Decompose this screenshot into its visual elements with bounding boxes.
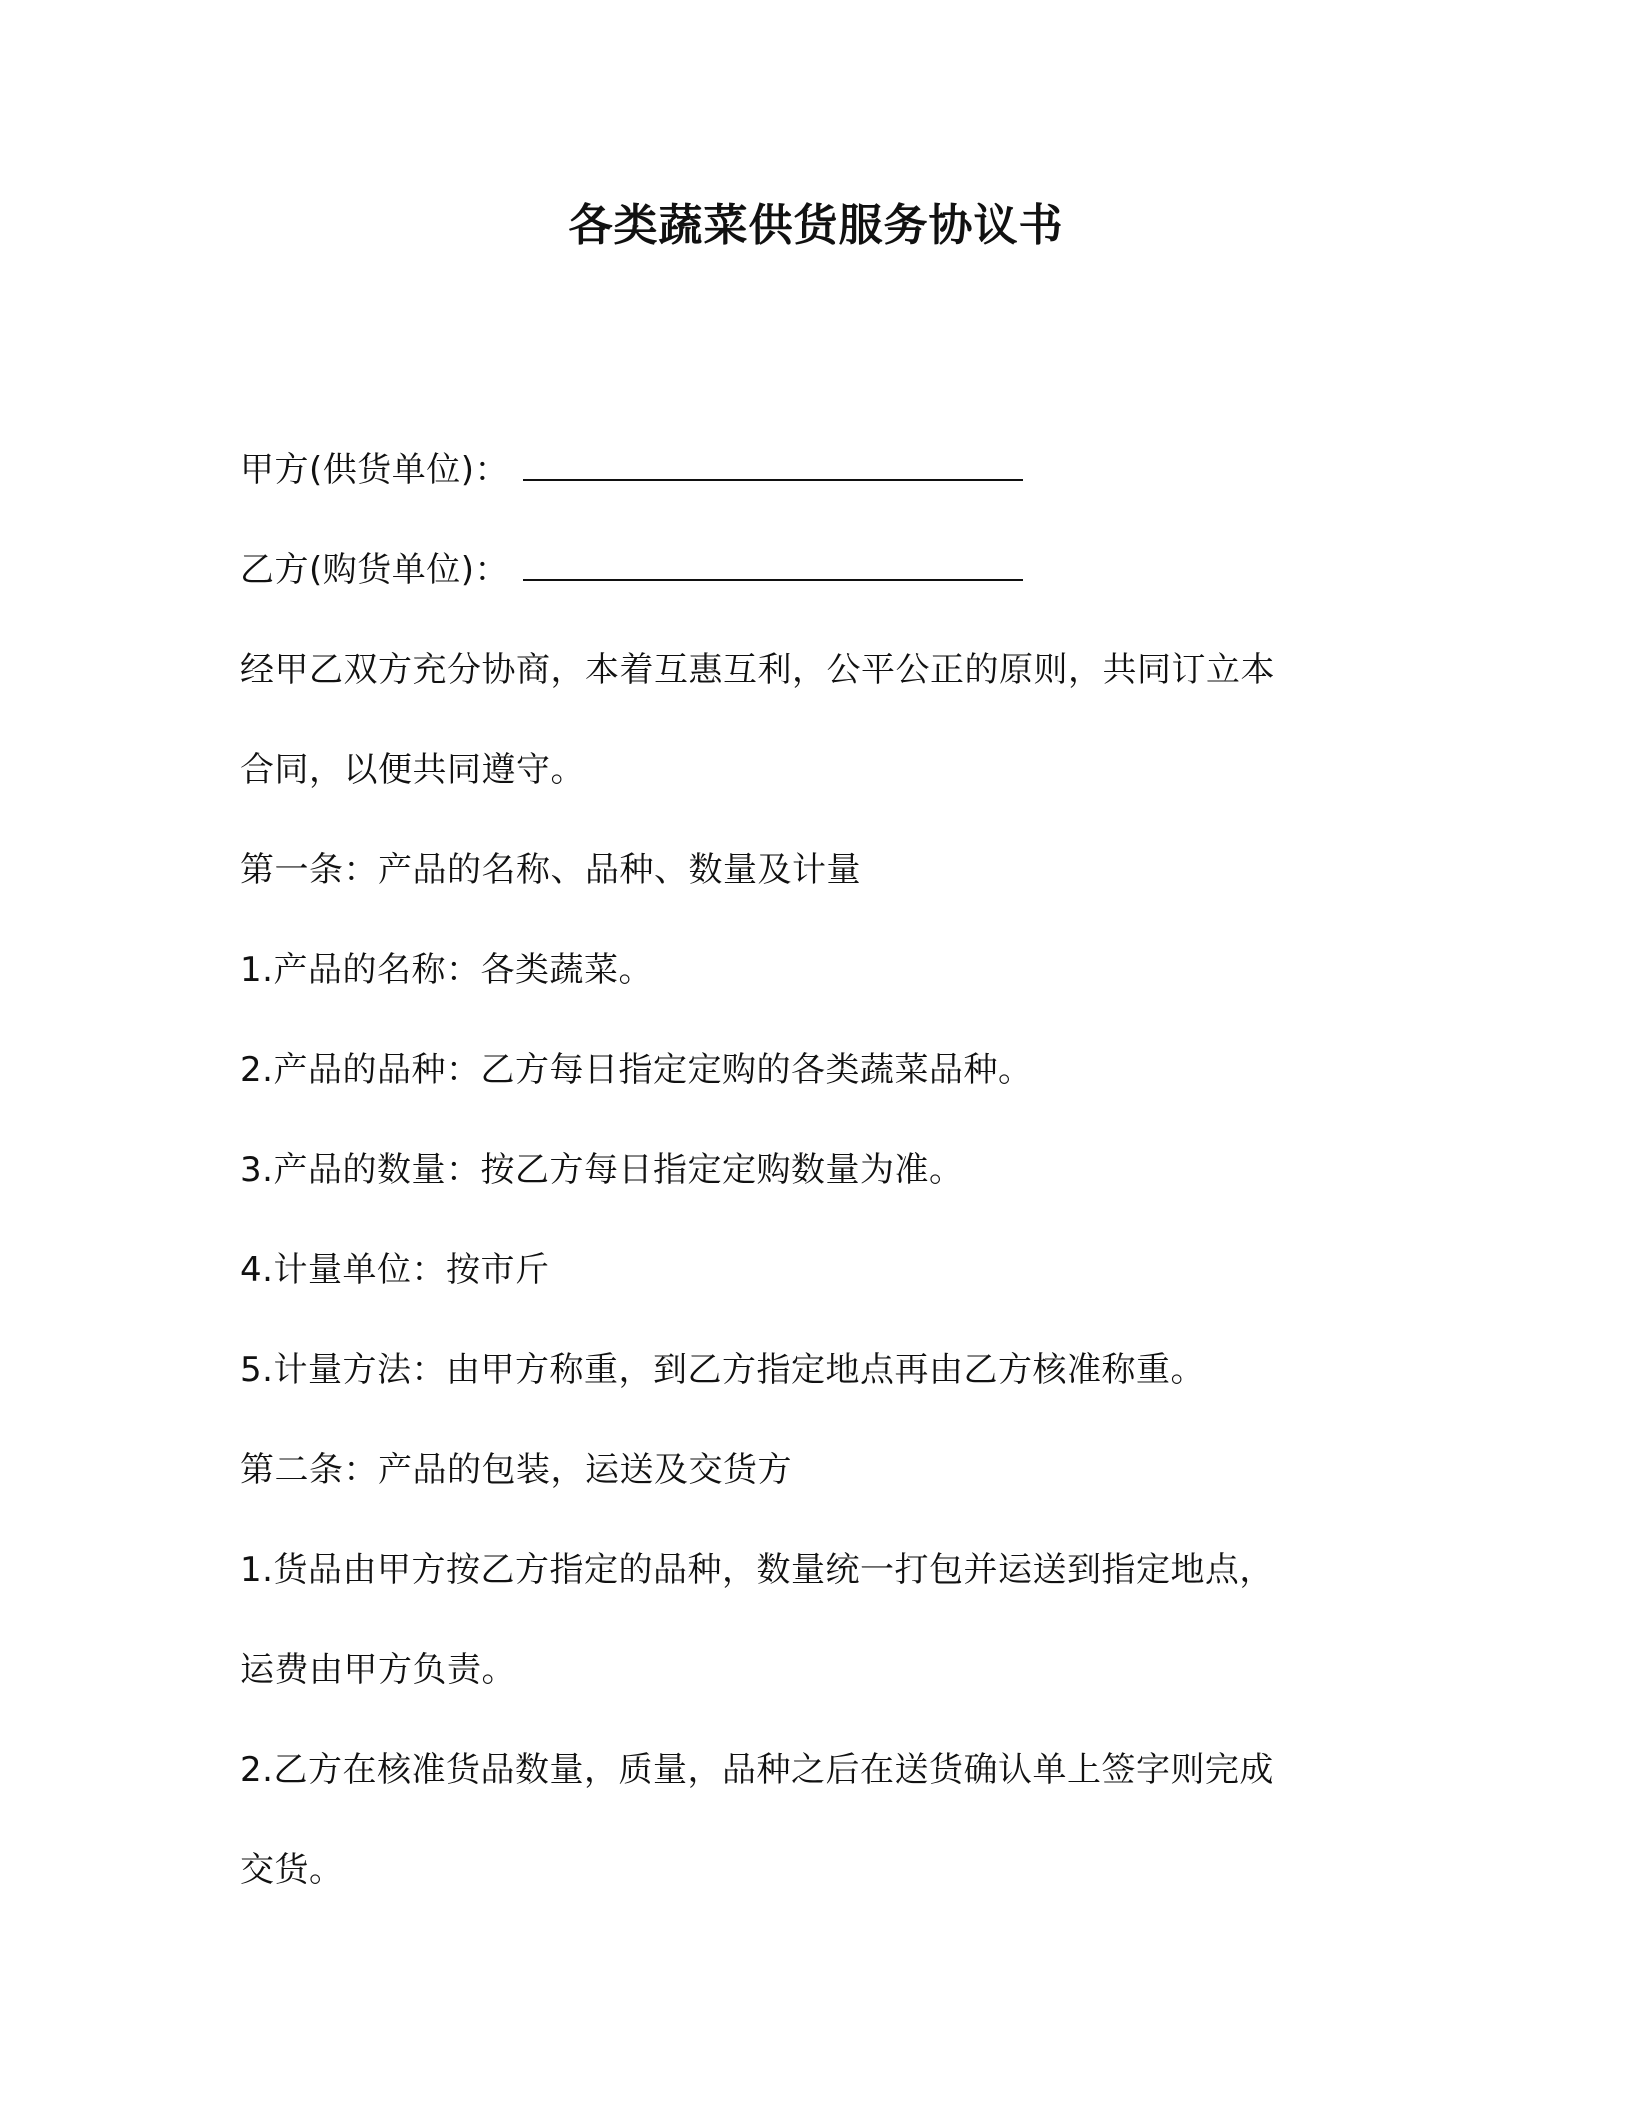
article-2-item-1-line-1: 1.货品由甲方按乙方指定的品种，数量统一打包并运送到指定地点， bbox=[240, 1550, 1274, 1590]
article-2-item-1-line-2: 运费由甲方负责。 bbox=[240, 1650, 516, 1690]
party-b-line bbox=[240, 520, 1400, 620]
party-b-blank-field[interactable] bbox=[523, 549, 1023, 581]
article-1-item-2: 2.产品的品种：乙方每日指定定购的各类蔬菜品种。 bbox=[240, 1050, 1033, 1090]
preamble-line-2: 合同，以便共同遵守。 bbox=[240, 750, 585, 790]
article-1-heading: 第一条：产品的名称、品种、数量及计量 bbox=[240, 850, 861, 890]
party-a-line bbox=[240, 420, 1400, 520]
party-a-blank-field[interactable] bbox=[523, 449, 1023, 481]
article-1-item-4: 4.计量单位：按市斤 bbox=[240, 1250, 550, 1290]
document-title: 各类蔬菜供货服务协议书 bbox=[568, 200, 1064, 251]
article-2-item-2-line-2: 交货。 bbox=[240, 1850, 344, 1890]
article-1-item-5: 5.计量方法：由甲方称重，到乙方指定地点再由乙方核准称重。 bbox=[240, 1350, 1205, 1390]
document-body bbox=[240, 420, 1400, 1920]
article-1-item-3: 3.产品的数量：按乙方每日指定定购数量为准。 bbox=[240, 1150, 964, 1190]
preamble-line-1: 经甲乙双方充分协商，本着互惠互利，公平公正的原则，共同订立本 bbox=[240, 650, 1275, 690]
party-b-label: 乙方(购货单位)： bbox=[240, 550, 510, 590]
article-2-heading: 第二条：产品的包装，运送及交货方 bbox=[240, 1450, 792, 1490]
article-1-item-1: 1.产品的名称：各类蔬菜。 bbox=[240, 950, 653, 990]
article-2-item-2-line-1: 2.乙方在核准货品数量，质量，品种之后在送货确认单上签字则完成 bbox=[240, 1750, 1274, 1790]
party-a-label: 甲方(供货单位)： bbox=[240, 450, 510, 490]
